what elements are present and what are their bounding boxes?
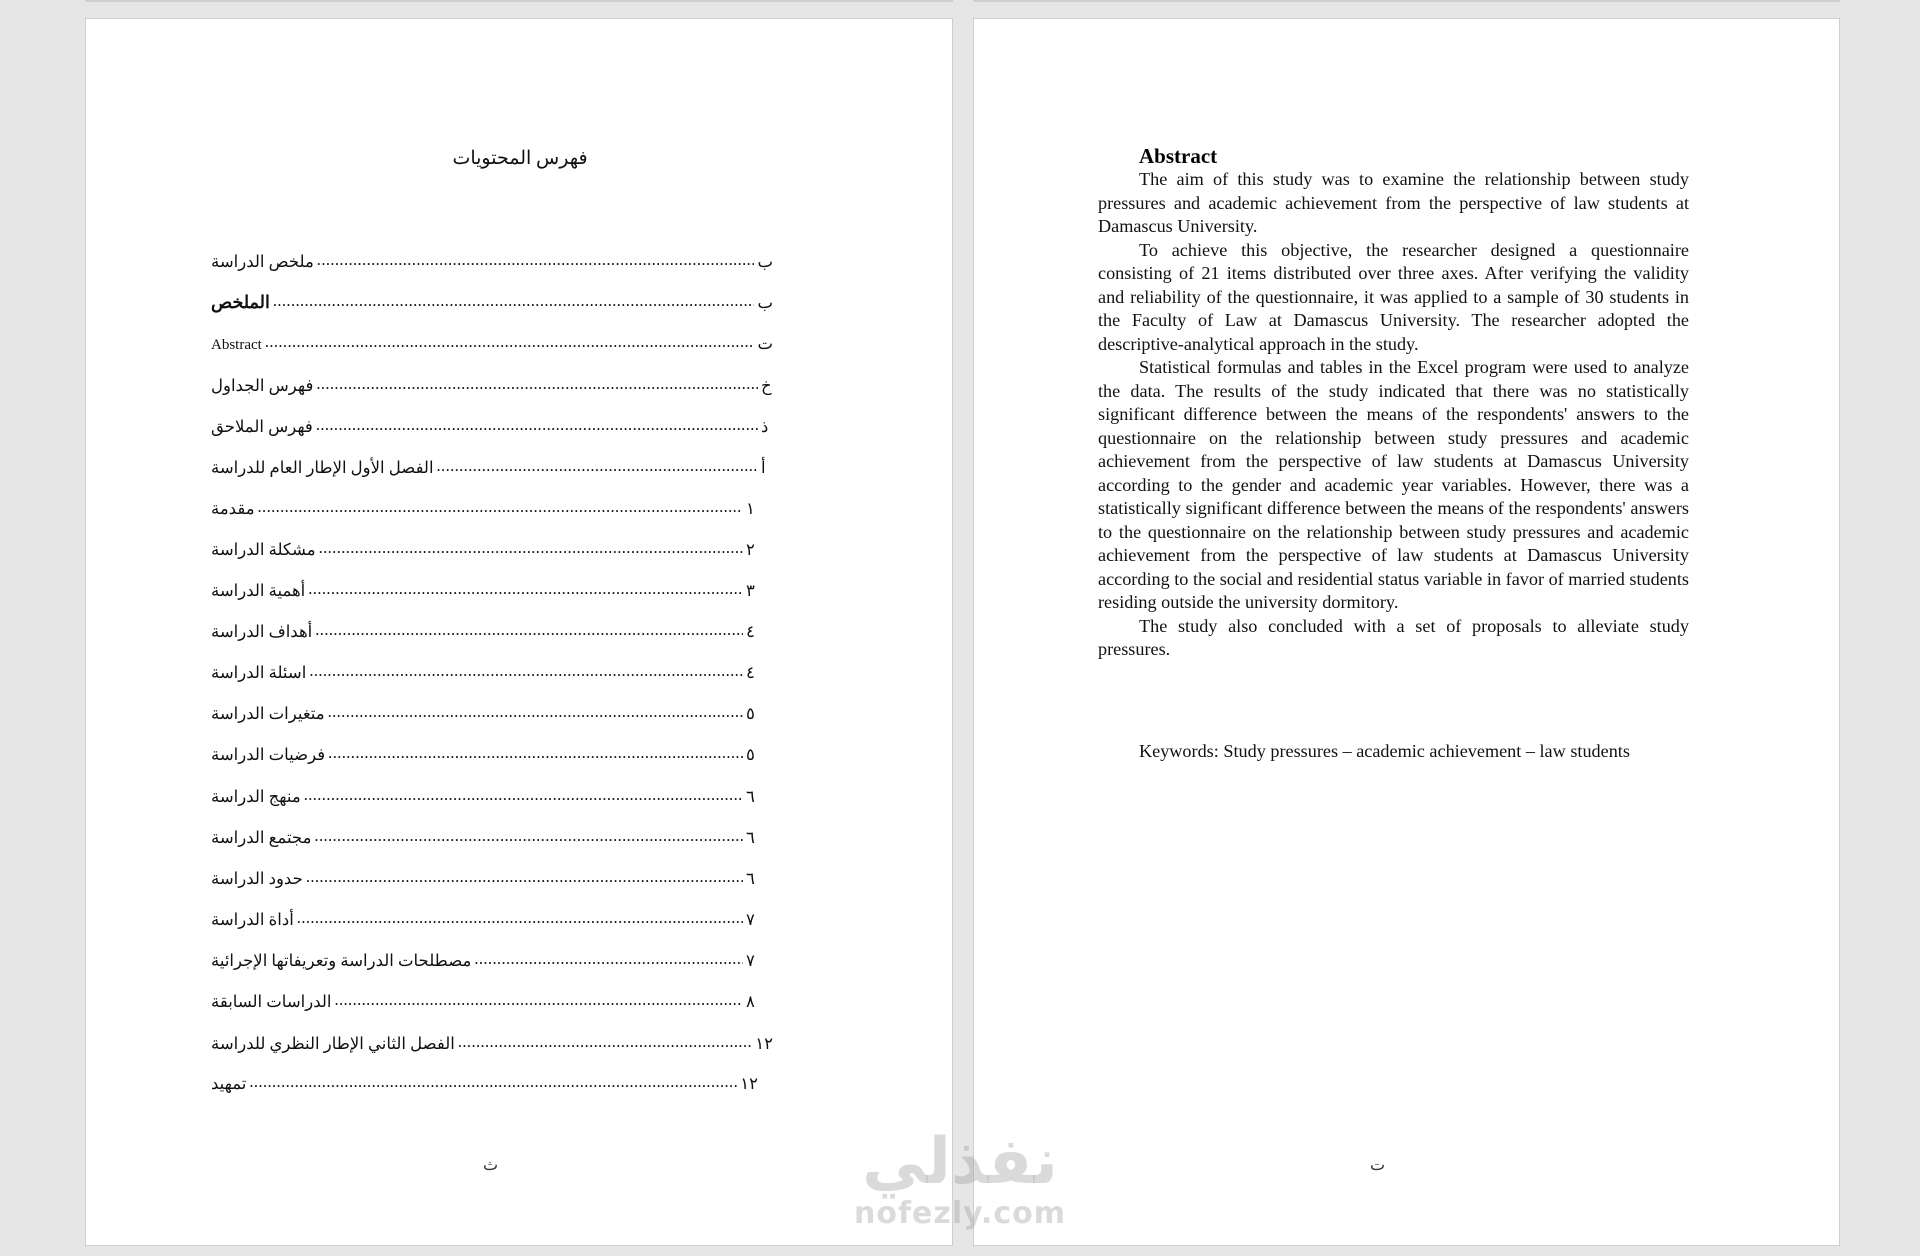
toc-entry (211, 489, 758, 519)
abstract-paragraph-4: The study also concluded with a set of proposals to alleviate study pressures. (1098, 615, 1689, 659)
toc-entry (211, 941, 758, 971)
toc-dot-leader (258, 499, 743, 520)
toc-dot-leader (437, 458, 758, 479)
toc-entry (211, 530, 758, 560)
toc-dot-leader (334, 992, 743, 1013)
toc-dot-leader (328, 745, 743, 766)
toc-entry (211, 777, 758, 807)
toc-dot-leader (317, 252, 755, 273)
toc-dot-leader (316, 417, 758, 438)
toc-entry (211, 448, 773, 478)
toc-entry (211, 653, 758, 683)
toc-entry-page: أ (761, 458, 766, 477)
toc-entry-label: متغيرات الدراسة (211, 704, 325, 723)
toc-entry (211, 242, 773, 272)
toc-entry (211, 735, 758, 765)
toc-entry (211, 1024, 773, 1054)
toc-entry-page: ذ (761, 417, 769, 436)
toc-entry-label: مصطلحات الدراسة وتعريفاتها الإجرائية (211, 951, 472, 970)
toc-dot-leader (249, 1074, 737, 1095)
abstract-keywords: Keywords: Study pressures – academic achievement – law students (1139, 741, 1630, 761)
abstract-paragraph-1: The aim of this study was to examine the relationship between study pressures and academic achievement from the perspective of law students at Damascus University. (1098, 169, 1689, 236)
abstract-body (1098, 168, 1689, 662)
toc-dot-leader (319, 540, 743, 561)
previous-page-edge-left (85, 0, 953, 2)
toc-dot-leader (308, 581, 743, 602)
toc-entry-label: أهداف الدراسة (211, 622, 313, 641)
toc-page (85, 18, 953, 1246)
toc-entry-label: مجتمع الدراسة (211, 828, 312, 847)
toc-entry-page: ٧ (746, 951, 755, 970)
toc-dot-leader (474, 951, 743, 972)
toc-dot-leader (314, 828, 743, 849)
toc-dot-leader (316, 376, 758, 397)
toc-entry-label: مقدمة (211, 499, 255, 518)
toc-entry-label: الدراسات السابقة (211, 992, 332, 1011)
toc-entry-label: فرضيات الدراسة (211, 745, 326, 764)
toc-entry (211, 571, 758, 601)
toc-entry-page: ب (757, 293, 773, 312)
toc-entry-label: فهرس الجداول (211, 376, 314, 395)
abstract-paragraph-3: Statistical formulas and tables in the Excel program were used to analyze the data. The results of the study indicated that there was no statistically significant difference between the means of the respondents' answers to the questionnaire on the relationship between study pressures and academic achievement from the perspective of law students at Damascus University according to the gender and academic year variables. However, there was a statistically significant difference between the means of the respondents' answers to the questionnaire on the relationship between study pressures and academic achievement from the perspective of law students at Damascus University according to the social and residential status variable in favor of married students residing outside the university dormitory. (1098, 357, 1689, 612)
toc-entry-page: ٤ (746, 663, 755, 682)
toc-entry (211, 612, 758, 642)
toc-entry-page: ١٢ (740, 1074, 758, 1093)
previous-page-edge-right (973, 0, 1840, 2)
toc-entry (211, 694, 758, 724)
toc-dot-leader (309, 663, 743, 684)
toc-entry-page: ٤ (746, 622, 755, 641)
toc-entry-page: ٢ (746, 540, 755, 559)
toc-entry-label: أداة الدراسة (211, 910, 294, 929)
toc-entry-label: الفصل الثاني الإطار النظري للدراسة (211, 1034, 455, 1053)
toc-entry-page: ٦ (746, 869, 755, 888)
toc-entry-label: الفصل الأول الإطار العام للدراسة (211, 458, 434, 477)
toc-dot-leader (315, 622, 743, 643)
toc-dot-leader (304, 787, 743, 808)
toc-entry-label: الملخص (211, 292, 270, 312)
watermark-arabic-text: نفذلي (862, 1125, 1058, 1199)
toc-entry-page: ٥ (746, 704, 755, 723)
watermark-latin-text: nofezly.com (854, 1196, 1066, 1231)
toc-entry-label: حدود الدراسة (211, 869, 303, 888)
toc-entry-label: تمهيد (211, 1074, 247, 1093)
toc-entry-label: ملخص الدراسة (211, 252, 314, 271)
toc-entry (211, 900, 758, 930)
toc-entry (211, 407, 773, 437)
toc-entry-page: ١ (746, 499, 755, 518)
toc-entry-page: خ (761, 376, 772, 395)
toc-entry-page: ٧ (746, 910, 755, 929)
toc-entry-page: ب (757, 252, 773, 271)
toc-entry (211, 818, 758, 848)
toc-entry (211, 366, 773, 396)
toc-entry-label: منهج الدراسة (211, 787, 301, 806)
toc-entry-page: ٦ (746, 787, 755, 806)
abstract-page (973, 18, 1840, 1246)
toc-entry-label: اسئلة الدراسة (211, 663, 307, 682)
toc-entry-page: ٣ (746, 581, 755, 600)
toc-entry (211, 859, 758, 889)
toc-entry-page: ٥ (746, 745, 755, 764)
toc-dot-leader (458, 1034, 752, 1055)
toc-entry (211, 324, 773, 354)
toc-entry-label: أهمية الدراسة (211, 581, 306, 600)
toc-title: فهرس المحتويات (452, 148, 588, 169)
toc-dot-leader (273, 293, 755, 314)
toc-entry (211, 283, 773, 313)
toc-entry-label: Abstract (211, 337, 262, 353)
abstract-paragraph-2: To achieve this objective, the researcher designed a questionnaire consisting of 21 items distributed over three axes. After verifying the validity and reliability of the questionnaire, it was applied to a sample of 30 students in the Faculty of Law at Damascus University. The researcher adopted the descriptive-analytical approach in the study. (1098, 239, 1689, 354)
toc-entry (211, 1064, 758, 1094)
toc-dot-leader (297, 910, 743, 931)
toc-entry-page: ١٢ (755, 1034, 773, 1053)
abstract-page-number: ت (1370, 1157, 1386, 1174)
toc-dot-leader (306, 869, 743, 890)
toc-dot-leader (265, 334, 755, 355)
toc-entry-label: فهرس الملاحق (211, 417, 313, 436)
toc-entry-label: مشكلة الدراسة (211, 540, 316, 559)
toc-entry-page: ٦ (746, 828, 755, 847)
toc-entry-page: ٨ (746, 992, 755, 1011)
abstract-title: Abstract (1139, 144, 1218, 168)
toc-page-number: ث (483, 1157, 499, 1174)
toc-entry-page: ت (757, 334, 773, 353)
toc-dot-leader (328, 704, 743, 725)
toc-entry (211, 982, 758, 1012)
